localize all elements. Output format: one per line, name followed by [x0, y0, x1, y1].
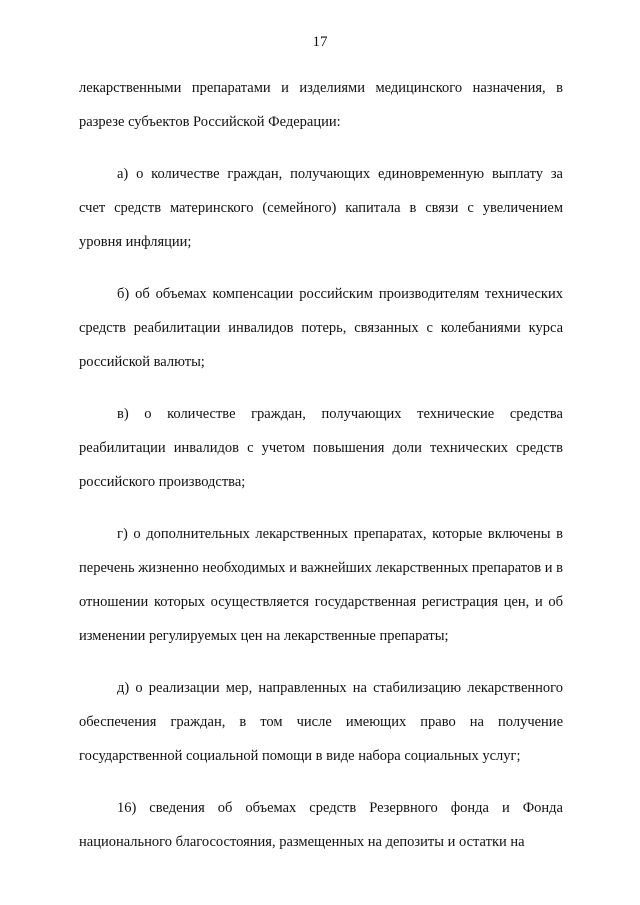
paragraph-item-b: б) об объемах компенсации российским производителям технических средств реабилитации инвалидов потерь, связанных с колебаниями курса российской валюты; [79, 286, 563, 370]
paragraph-item-a: а) о количестве граждан, получающих единовременную выплату за счет средств материнского (семейного) капитала в связи с увеличением уровня инфляции; [79, 166, 563, 250]
paragraph-item-d: д) о реализации мер, направленных на стабилизацию лекарственного обеспечения граждан, в том числе имеющих право на получение государственной социальной помощи в виде набора социальных услуг; [79, 680, 563, 764]
paragraph-item-16: 16) сведения об объемах средств Резервного фонда и Фонда национального благосостояния, размещенных на депозиты и остатки на [79, 800, 563, 850]
paragraph-continuation: лекарственными препаратами и изделиями медицинского назначения, в разрезе субъектов Российской Федерации: [79, 80, 563, 130]
document-body [79, 71, 563, 877]
page-number: 17 [312, 34, 328, 50]
paragraph-item-g: г) о дополнительных лекарственных препаратах, которые включены в перечень жизненно необходимых и важнейших лекарственных препаратов и в отношении которых осуществляется государственная регистрация цен, и об изменении регулируемых цен на лекарственные препараты; [79, 526, 563, 644]
paragraph-item-v: в) о количестве граждан, получающих технические средства реабилитации инвалидов с учетом повышения доли технических средств российского производства; [79, 406, 563, 490]
